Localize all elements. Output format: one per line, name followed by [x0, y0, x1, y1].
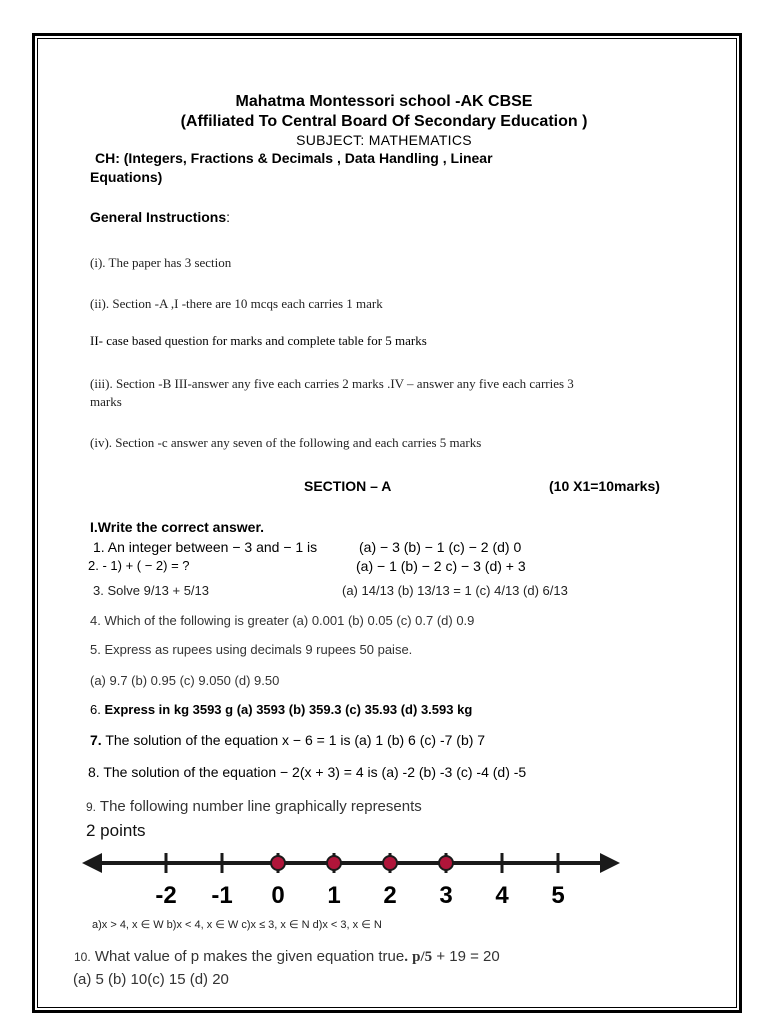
question-10-rest: + 19 = 20	[432, 948, 500, 965]
instruction-item: (ii). Section -A ,I -there are 10 mcqs each carries 1 mark	[90, 296, 383, 311]
question-1-options: (a) − 3 (b) − 1 (c) − 2 (d) 0	[359, 539, 522, 555]
number-line-labels	[155, 882, 564, 909]
question-7-number: 7.	[90, 732, 102, 748]
question-10-fraction: p/5	[412, 949, 433, 965]
number-line-marked-point	[383, 856, 397, 870]
section-instruction: I.Write the correct answer.	[90, 519, 265, 535]
chapters-line-2: Equations)	[90, 169, 163, 185]
instruction-item: (iv). Section -c answer any seven of the following and each carries 5 marks	[90, 435, 482, 450]
number-line-tick-label: 0	[271, 882, 285, 909]
number-line-tick-label: 2	[383, 882, 397, 909]
question-5-options: (a) 9.7 (b) 0.95 (c) 9.050 (d) 9.50	[90, 673, 280, 688]
instruction-item: marks	[90, 394, 122, 409]
number-line-tick-label: -2	[155, 882, 177, 909]
number-line-left-arrow	[82, 853, 102, 873]
question-6-number: 6.	[90, 702, 101, 717]
question-4: 4. Which of the following is greater (a) 0.001 (b) 0.05 (c) 0.7 (d) 0.9	[90, 613, 475, 628]
number-line-marked-point	[271, 856, 285, 870]
question-9-text: The following number line graphically represents	[99, 798, 422, 815]
instructions-colon: :	[226, 209, 231, 225]
school-name: Mahatma Montessori school -AK CBSE	[235, 93, 533, 110]
question-3-options: (a) 14/13 (b) 13/13 = 1 (c) 4/13 (d) 6/13	[342, 583, 568, 598]
section-title: SECTION – A	[304, 478, 392, 494]
question-1-text: 1. An integer between − 3 and − 1 is	[93, 539, 318, 555]
question-10-options: (a) 5 (b) 10(c) 15 (d) 20	[73, 971, 229, 988]
number-line-marked-point	[439, 856, 453, 870]
instructions-heading: General Instructions	[90, 209, 227, 225]
instruction-item: II- case based question for marks and complete table for 5 marks	[90, 333, 427, 348]
question-6-row	[90, 702, 472, 717]
question-9-points: 2 points	[86, 821, 146, 840]
question-9-row	[86, 798, 422, 815]
affiliation: (Affiliated To Central Board Of Secondary Education )	[180, 113, 588, 130]
number-line-right-arrow	[600, 853, 620, 873]
question-2-text: 2. - 1) + ( − 2) = ?	[88, 558, 190, 573]
question-9-number: 9.	[86, 800, 97, 814]
instruction-item: (i). The paper has 3 section	[90, 255, 232, 270]
question-6-text: Express in kg 3593 g (a) 3593 (b) 359.3 (c) 35.93 (d) 3.593 kg	[104, 702, 473, 717]
question-10-text: What value of p makes the given equation true	[94, 948, 405, 965]
question-3-text: 3. Solve 9/13 + 5/13	[93, 583, 210, 598]
number-line-tick-label: 5	[551, 882, 565, 909]
question-7-text: The solution of the equation x − 6 = 1 is (a) 1 (b) 6 (c) -7 (b) 7	[105, 732, 486, 748]
question-2-options: (a) − 1 (b) − 2 c) − 3 (d) + 3	[356, 558, 526, 574]
question-10-number: 10.	[74, 950, 91, 964]
number-line	[80, 845, 640, 917]
question-9-options: a)x > 4, x ∈ W b)x < 4, x ∈ W c)x ≤ 3, x ∈ N d)x < 3, x ∈ N	[92, 919, 382, 931]
instructions-heading-row	[90, 209, 230, 225]
question-7-row	[90, 732, 485, 748]
subject-title: SUBJECT: MATHEMATICS	[296, 132, 472, 148]
instruction-item: (iii). Section -B III-answer any five each carries 2 marks .IV – answer any five each carries 3	[90, 376, 574, 391]
number-line-tick-label: 3	[439, 882, 453, 909]
number-line-tick-label: -1	[211, 882, 233, 909]
question-10-row	[74, 948, 500, 966]
question-5: 5. Express as rupees using decimals 9 rupees 50 paise.	[90, 642, 413, 657]
chapters-line-1: CH: (Integers, Fractions & Decimals , Data Handling , Linear	[95, 150, 493, 166]
number-line-marked-point	[327, 856, 341, 870]
section-marks: (10 X1=10marks)	[549, 478, 660, 494]
number-line-tick-label: 4	[495, 882, 509, 909]
question-8: 8. The solution of the equation − 2(x + 3) = 4 is (a) -2 (b) -3 (c) -4 (d) -5	[88, 764, 527, 780]
question-10-dot: .	[404, 949, 408, 965]
number-line-tick-label: 1	[327, 882, 341, 909]
